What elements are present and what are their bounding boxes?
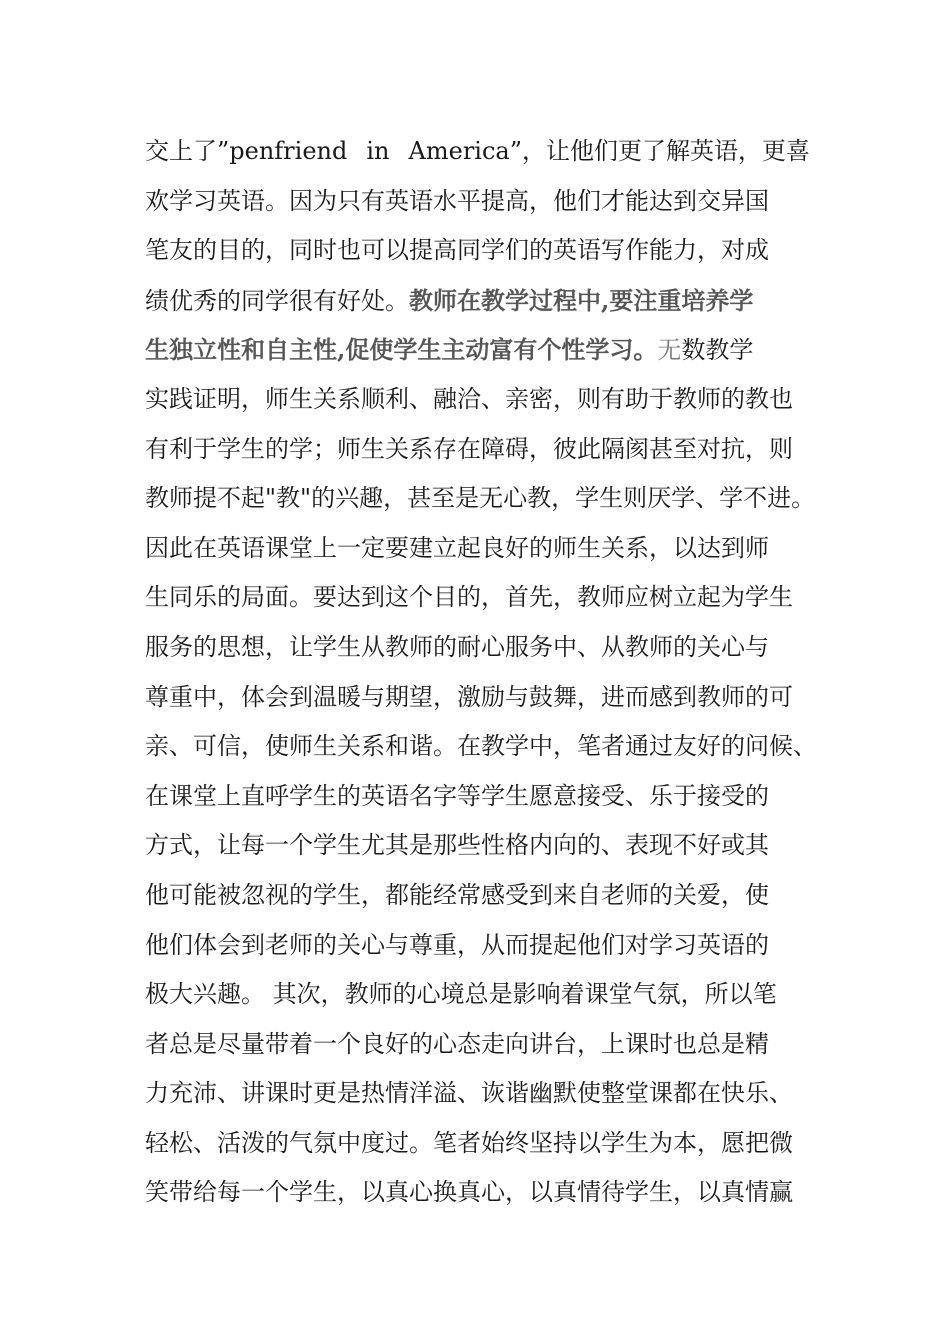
- text-line: 欢学习英语。因为只有英语水平提高，他们才能达到交异国: [145, 186, 769, 215]
- text-line: 服务的思想，让学生从教师的耐心服务中、从教师的关心与: [145, 632, 769, 661]
- text-line: [145, 127, 810, 177]
- text-line: 尊重中，体会到温暖与期望，激励与鼓舞，进而感到教师的可: [145, 682, 793, 711]
- text-line: 极大兴趣。 其次，教师的心境总是影响着课堂气氛，所以笔: [145, 980, 777, 1009]
- text-line: 笔友的目的，同时也可以提高同学们的英语写作能力，对成: [145, 236, 769, 265]
- text-line: 方式，让每一个学生尤其是那些性格内向的、表现不好或其: [145, 831, 769, 860]
- body-text: [145, 127, 817, 1218]
- text-segment: 绩优秀的同学很有好处。: [145, 286, 409, 315]
- text-segment: 交上了”penfriend: [145, 137, 348, 165]
- text-line: [145, 276, 810, 326]
- text-line: 亲、可信，使师生关系和谐。在教学中，笔者通过友好的问候、: [145, 732, 817, 761]
- text-line: 有利于学生的学；师生关系存在障碍，彼此隔阂甚至对抗，则: [145, 434, 793, 463]
- bold-emphasis: 教师在教学过程中,要注重培养学: [409, 285, 754, 315]
- text-line: 笑带给每一个学生，以真心换真心，以真情待学生，以真情赢: [145, 1178, 793, 1207]
- text-line: 他可能被忽视的学生，都能经常感受到来自老师的关爱，使: [145, 880, 769, 909]
- text-line: 教师提不起"教"的兴趣，甚至是无心教，学生则厌学、学不进。: [145, 484, 816, 513]
- bold-emphasis: 生独立性和自主性,促使学生主动富有个性学习。: [145, 335, 658, 365]
- text-line: 力充沛、讲课时更是热情洋溢、诙谐幽默使整堂课都在快乐、: [145, 1079, 793, 1108]
- text-line: 他们体会到老师的关心与尊重，从而提起他们对学习英语的: [145, 930, 769, 959]
- text-line: 因此在英语课堂上一定要建立起良好的师生关系，以达到师: [145, 533, 769, 562]
- text-segment: 无: [657, 336, 682, 365]
- text-line: 实践证明，师生关系顺利、融洽、亲密，则有助于教师的教也: [145, 384, 793, 413]
- text-line: 在课堂上直呼学生的英语名字等学生愿意接受、乐于接受的: [145, 781, 769, 810]
- text-line: 轻松、活泼的气氛中度过。笔者始终坚持以学生为本，愿把微: [145, 1128, 793, 1157]
- text-segment: 数教学: [681, 336, 754, 365]
- text-line: 者总是尽量带着一个良好的心态走向讲台，上课时也总是精: [145, 1029, 769, 1058]
- text-segment: in: [366, 137, 390, 165]
- text-line: [145, 325, 810, 375]
- text-segment: America”，让他们更了解英语，更喜: [408, 137, 810, 165]
- text-line: 生同乐的局面。要达到这个目的，首先，教师应树立起为学生: [145, 583, 793, 612]
